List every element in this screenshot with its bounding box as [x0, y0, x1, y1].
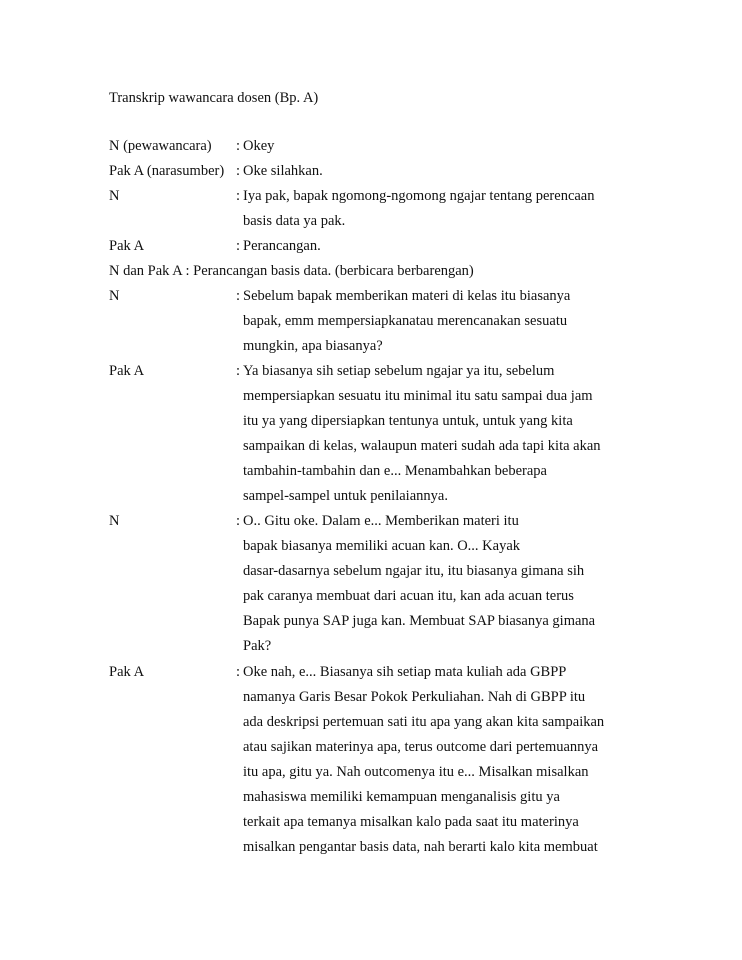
utterance-line: dasar-dasarnya sebelum ngajar itu, itu biasanya gimana sih — [243, 563, 585, 579]
utterance-line: Bapak punya SAP juga kan. Membuat SAP biasanya gimana — [243, 613, 596, 629]
utterance-line: Perancangan. — [243, 238, 321, 254]
utterance-line: ada deskripsi pertemuan sati itu apa yang akan kita sampaikan — [243, 714, 605, 730]
speaker-label: N — [109, 288, 120, 304]
document-title: Transkrip wawancara dosen (Bp. A) — [109, 90, 319, 106]
colon-separator: : — [236, 513, 241, 529]
speaker-label: Pak A — [109, 664, 145, 680]
utterance-line: Pak? — [243, 638, 272, 654]
joint-utterance-line: N dan Pak A : Perancangan basis data. (berbicara berbarengan) — [109, 263, 474, 279]
utterance-line: mahasiswa memiliki kemampuan menganalisis gitu ya — [243, 789, 560, 805]
utterance-line: Okey — [243, 138, 275, 154]
utterance-line: mempersiapkan sesuatu itu minimal itu satu sampai dua jam — [243, 388, 593, 404]
colon-separator: : — [236, 138, 241, 154]
utterance-line: misalkan pengantar basis data, nah berarti kalo kita membuat — [243, 839, 598, 855]
colon-separator: : — [236, 238, 241, 254]
colon-separator: : — [236, 288, 241, 304]
speaker-label: Pak A — [109, 238, 145, 254]
utterance-line: mungkin, apa biasanya? — [243, 338, 383, 354]
utterance — [243, 284, 570, 359]
colon-separator: : — [236, 188, 241, 204]
utterance — [243, 159, 323, 184]
speaker-label: Pak A — [109, 363, 145, 379]
speaker-label: N — [109, 188, 120, 204]
utterance-line: itu apa, gitu ya. Nah outcomenya itu e... Misalkan misalkan — [243, 764, 589, 780]
utterance — [243, 234, 321, 259]
utterance-line: Oke silahkan. — [243, 163, 323, 179]
utterance-line: Iya pak, bapak ngomong-ngomong ngajar tentang perencaan — [243, 188, 595, 204]
utterance-line: atau sajikan materinya apa, terus outcome dari pertemuannya — [243, 739, 599, 755]
utterance — [243, 184, 595, 234]
utterance — [243, 359, 601, 509]
utterance-line: Ya biasanya sih setiap sebelum ngajar ya itu, sebelum — [243, 363, 555, 379]
utterance-line: sampaikan di kelas, walaupun materi sudah ada tapi kita akan — [243, 438, 601, 454]
utterance-line: sampel-sampel untuk penilaiannya. — [243, 488, 448, 504]
utterance-line: namanya Garis Besar Pokok Perkuliahan. Nah di GBPP itu — [243, 689, 586, 705]
utterance — [243, 509, 595, 659]
utterance-line: pak caranya membuat dari acuan itu, kan ada acuan terus — [243, 588, 574, 604]
utterance-line: Oke nah, e... Biasanya sih setiap mata kuliah ada GBPP — [243, 664, 567, 680]
utterance — [243, 660, 604, 860]
utterance-line: bapak biasanya memiliki acuan kan. O... Kayak — [243, 538, 521, 554]
speaker-label: N — [109, 513, 120, 529]
colon-separator: : — [236, 163, 241, 179]
utterance-line: terkait apa temanya misalkan kalo pada saat itu materinya — [243, 814, 579, 830]
colon-separator: : — [236, 363, 241, 379]
utterance-line: O.. Gitu oke. Dalam e... Memberikan materi itu — [243, 513, 519, 529]
utterance-line: bapak, emm mempersiapkanatau merencanakan sesuatu — [243, 313, 568, 329]
utterance-line: tambahin-tambahin dan e... Menambahkan beberapa — [243, 463, 547, 479]
utterance — [243, 134, 274, 159]
utterance-line: Sebelum bapak memberikan materi di kelas itu biasanya — [243, 288, 571, 304]
speaker-label: Pak A (narasumber) — [109, 163, 225, 179]
colon-separator: : — [236, 664, 241, 680]
speaker-label: N (pewawancara) — [109, 138, 212, 154]
utterance-line: basis data ya pak. — [243, 213, 346, 229]
utterance-line: itu ya yang dipersiapkan tentunya untuk, untuk yang kita — [243, 413, 573, 429]
